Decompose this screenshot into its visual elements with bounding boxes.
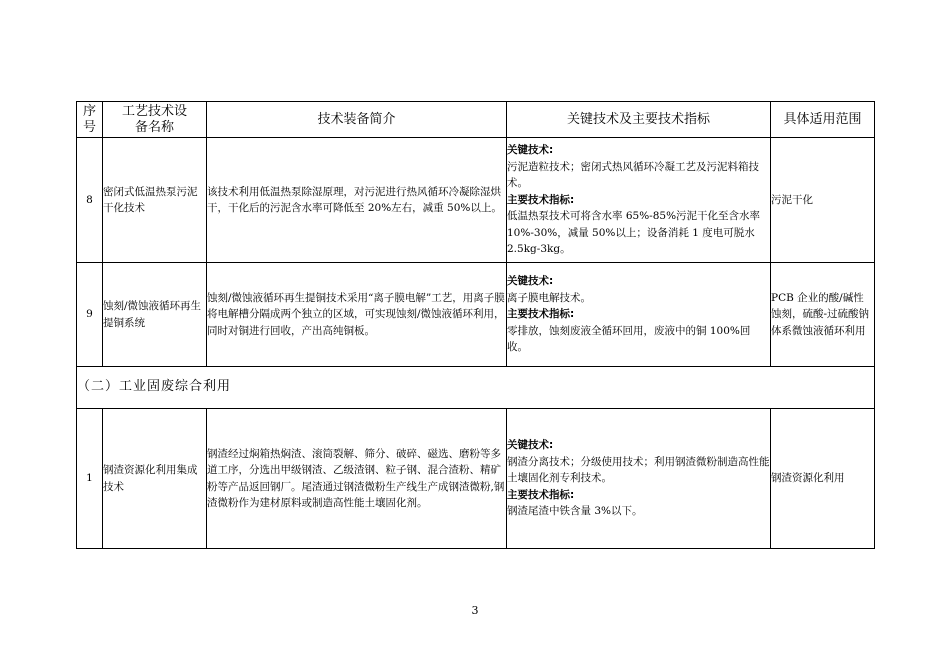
- section-title: （二）工业固废综合利用: [77, 367, 875, 409]
- table-row: [77, 138, 875, 263]
- indicator-text: 低温热泵技术可将含水率 65%-85%污泥干化至含水率 10%-30%，减量 50%以上；设备消耗 1 度电可脱水 2.5kg-3kg。: [507, 210, 761, 256]
- row-scope: 污泥干化: [771, 138, 875, 263]
- key-tech-text: 离子膜电解技术。: [507, 291, 591, 304]
- key-tech-label: 关键技术:: [507, 275, 554, 288]
- key-tech-text: 钢渣分离技术；分级使用技术；利用钢渣微粉制造高性能土壤固化剂专利技术。: [507, 455, 770, 485]
- row-name: 密闭式低温热泵污泥干化技术: [103, 138, 207, 263]
- header-scope: 具体适用范围: [771, 102, 875, 138]
- key-tech-label: 关键技术:: [507, 144, 554, 157]
- section-row: [77, 367, 875, 409]
- table-row: [77, 263, 875, 367]
- page-number: 3: [471, 604, 479, 617]
- row-name: 钢渣资源化利用集成技术: [103, 409, 207, 549]
- technology-table: [76, 101, 875, 549]
- row-num: 9: [77, 263, 103, 367]
- row-tech: [507, 409, 771, 549]
- row-tech: [507, 263, 771, 367]
- row-tech: [507, 138, 771, 263]
- indicator-label: 主要技术指标:: [507, 193, 575, 206]
- key-tech-text: 污泥造粒技术；密闭式热风循环冷凝工艺及污泥料箱技术。: [507, 160, 759, 190]
- row-num: 8: [77, 138, 103, 263]
- indicator-label: 主要技术指标:: [507, 308, 575, 321]
- table-row: [77, 409, 875, 549]
- indicator-text: 零排放，蚀刻废液全循环回用，废液中的铜 100%回收。: [507, 324, 751, 354]
- row-desc: 蚀刻/微蚀液循环再生提铜技术采用“离子膜电解”工艺，用离子膜将电解槽分隔成两个独立的区域，可实现蚀刻/微蚀液循环利用，同时对铜进行回收，产出高纯铜板。: [207, 263, 507, 367]
- row-scope: 钢渣资源化利用: [771, 409, 875, 549]
- header-name: 工艺技术设备名称: [103, 102, 207, 138]
- header-tech: 关键技术及主要技术指标: [507, 102, 771, 138]
- row-desc: 该技术利用低温热泵除湿原理，对污泥进行热风循环冷凝除湿烘干，干化后的污泥含水率可降低至 20%左右，减重 50%以上。: [207, 138, 507, 263]
- indicator-text: 钢渣尾渣中铁含量 3%以下。: [507, 505, 643, 518]
- table-header-row: [77, 102, 875, 138]
- row-num: 1: [77, 409, 103, 549]
- header-num: 序号: [77, 102, 103, 138]
- row-desc: 钢渣经过焖箱热焖渣、滚筒裂解、筛分、破碎、磁选、磨粉等多道工序，分选出甲级钢渣、乙级渣钢、粒子钢、混合渣粉、精矿粉等产品返回钢厂。尾渣通过钢渣微粉生产线生产成钢渣微粉,钢渣微粉作为建材原料或制造高性能土壤固化剂。: [207, 409, 507, 549]
- indicator-label: 主要技术指标:: [507, 488, 575, 501]
- header-desc: 技术装备简介: [207, 102, 507, 138]
- row-scope: PCB 企业的酸/碱性蚀刻，硫酸-过硫酸钠体系微蚀液循环利用: [771, 263, 875, 367]
- row-name: 蚀刻/微蚀液循环再生提铜系统: [103, 263, 207, 367]
- key-tech-label: 关键技术:: [507, 439, 554, 452]
